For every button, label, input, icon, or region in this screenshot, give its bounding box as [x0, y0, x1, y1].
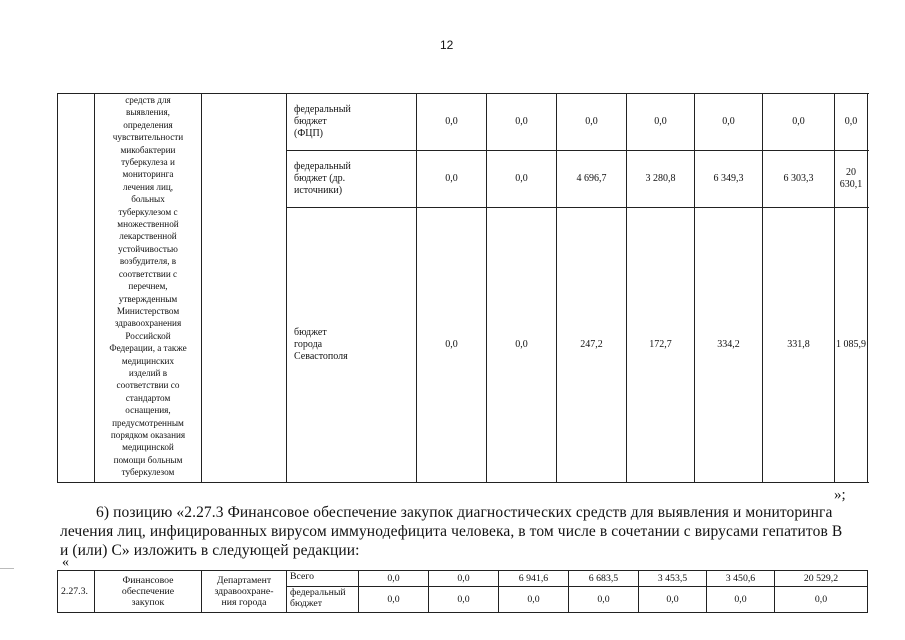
- total-cell: 20 630,1: [835, 151, 868, 208]
- text-line: закупок: [131, 597, 165, 608]
- text-line: бюджет: [294, 327, 327, 338]
- text-line: федеральный: [294, 161, 351, 172]
- funding-source-cell: [287, 587, 359, 613]
- value-cell: 3 450,6: [707, 571, 775, 587]
- funding-source-cell: [287, 571, 359, 587]
- text-line: возбудителя, в: [119, 256, 177, 267]
- text-line: федеральный: [294, 104, 351, 115]
- table-row: [58, 571, 868, 587]
- value-cell: 0,0: [429, 571, 499, 587]
- text-line: средств для: [125, 95, 171, 105]
- text-line: Финансовое: [122, 575, 174, 586]
- text-line: Федерации, а также: [109, 343, 187, 354]
- text-line: ния города: [221, 597, 267, 608]
- text-line: множественной: [117, 219, 179, 230]
- text-line: устойчивостью: [118, 243, 178, 254]
- value-cell: 0,0: [707, 587, 775, 613]
- department-cell: [202, 571, 287, 613]
- text-line: стандартом: [125, 392, 171, 403]
- value-cell: 0,0: [499, 587, 569, 613]
- text-line: порядком оказания: [110, 429, 186, 440]
- value-cell: 0,0: [417, 151, 487, 208]
- text-line: здравоохранения: [114, 318, 182, 329]
- text-line: города: [294, 339, 323, 350]
- text-line: (ФЦП): [294, 128, 324, 139]
- text-line: медицинской: [122, 442, 174, 453]
- text-line: бюджет (др.: [294, 173, 346, 184]
- value-cell: 0,0: [627, 94, 695, 151]
- text-line: мониторинга: [122, 169, 174, 180]
- text-line: здравоохране-: [214, 586, 274, 597]
- text-line: федеральный: [290, 587, 346, 598]
- value-cell: 4 696,7: [557, 151, 627, 208]
- paragraph-line: лечения лиц, инфицированных вирусом иммунодефицита человека, в том числе в сочетании с вирусами гепатитов В: [60, 523, 843, 540]
- funding-source-cell: [287, 94, 417, 151]
- scan-artifact: [0, 568, 14, 569]
- funding-table-continued: [57, 93, 868, 483]
- text-line: Всего: [290, 571, 315, 582]
- value-cell: 0,0: [417, 94, 487, 151]
- text-line: микобактерии: [120, 144, 176, 155]
- value-cell: 172,7: [627, 208, 695, 483]
- paragraph-line: 6) позицию «2.27.3 Финансовое обеспечение закупок диагностических средств для выявления и мониторинга: [96, 504, 833, 521]
- value-cell: 0,0: [359, 571, 429, 587]
- text-line: лечения лиц,: [122, 181, 174, 192]
- text-line: определения: [123, 119, 173, 130]
- value-cell: 6 683,5: [569, 571, 639, 587]
- closing-quote: »;: [834, 487, 846, 503]
- text-line: соответствии с: [118, 268, 178, 279]
- value-cell: 0,0: [487, 208, 557, 483]
- text-line: туберкулезом с: [118, 206, 178, 217]
- text-line: чувствительности: [112, 132, 184, 143]
- text-line: помощи больным: [113, 454, 183, 465]
- text-line: лекарственной: [119, 231, 177, 242]
- value-cell: 6 941,6: [499, 571, 569, 587]
- value-cell: 0,0: [429, 587, 499, 613]
- measure-name-cell: [95, 571, 202, 613]
- funding-source-cell: [287, 208, 417, 483]
- text-line: источники): [294, 185, 343, 196]
- text-line: оснащения,: [125, 405, 171, 416]
- value-cell: 0,0: [487, 94, 557, 151]
- value-cell: 334,2: [695, 208, 763, 483]
- executor-cell: [202, 94, 287, 483]
- value-cell: 3 453,5: [639, 571, 707, 587]
- paragraph-line: и (или) С» изложить в следующей редакции:: [60, 542, 360, 559]
- page-number: 12: [440, 38, 454, 52]
- text-line: туберкулезом: [121, 467, 175, 478]
- value-cell: 0,0: [417, 208, 487, 483]
- value-cell: 0,0: [557, 94, 627, 151]
- text-line: изделий в: [128, 367, 168, 378]
- total-cell: 1 085,9: [835, 208, 868, 483]
- position-number: 2.27.3.: [58, 571, 95, 613]
- value-cell: 6 349,3: [695, 151, 763, 208]
- value-cell: 0,0: [763, 94, 835, 151]
- text-line: обеспечение: [121, 586, 175, 597]
- text-line: Российской: [125, 330, 171, 341]
- measure-description-cell: [95, 94, 202, 483]
- value-cell: 0,0: [569, 587, 639, 613]
- value-cell: 0,0: [487, 151, 557, 208]
- total-cell: 0,0: [775, 587, 868, 613]
- text-line: больных: [131, 194, 165, 205]
- text-line: бюджет: [294, 116, 327, 127]
- value-cell: 3 280,8: [627, 151, 695, 208]
- text-line: медицинских: [121, 355, 175, 366]
- funding-source-cell: [287, 151, 417, 208]
- text-line: перечнем,: [128, 281, 168, 292]
- value-cell: 247,2: [557, 208, 627, 483]
- value-cell: 0,0: [359, 587, 429, 613]
- value-cell: 0,0: [695, 94, 763, 151]
- opening-quote: «: [62, 555, 69, 570]
- value-cell: 0,0: [639, 587, 707, 613]
- text-line: туберкулеза и: [121, 157, 175, 168]
- number-cell: [58, 94, 95, 483]
- text-line: Министерством: [116, 305, 180, 316]
- funding-table-new: [57, 570, 868, 613]
- text-line: предусмотренным: [112, 417, 184, 428]
- text-line: утвержденным: [118, 293, 178, 304]
- table-row: [58, 94, 868, 151]
- text-line: соответствии со: [116, 380, 180, 391]
- total-cell: 20 529,2: [775, 571, 868, 587]
- total-cell: 0,0: [835, 94, 868, 151]
- text-line: Севастополя: [294, 351, 348, 362]
- value-cell: 331,8: [763, 208, 835, 483]
- text-line: выявления,: [126, 107, 170, 118]
- text-line: бюджет: [290, 598, 323, 609]
- text-line: Департамент: [216, 575, 272, 586]
- value-cell: 6 303,3: [763, 151, 835, 208]
